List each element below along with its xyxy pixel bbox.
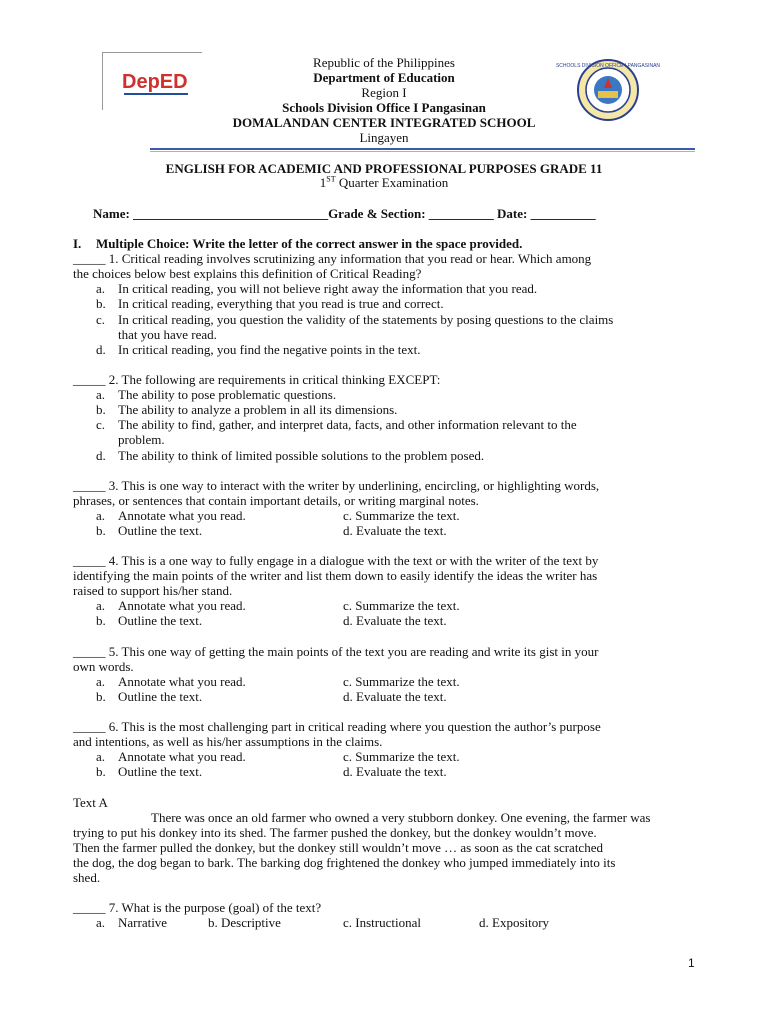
q5-letter-a: a. bbox=[96, 674, 106, 689]
q4-stem-line2: identifying the main points of the writer and list them down to easily identify the ideas the writer has bbox=[73, 568, 598, 583]
q2-option-c-line2: problem. bbox=[118, 432, 165, 447]
q5-option-a: Annotate what you read. bbox=[118, 674, 246, 689]
quarter-suffix: ST bbox=[326, 174, 336, 184]
q1-stem-line1: _____ 1. Critical reading involves scrutinizing any information that you read or hear. Which among bbox=[73, 251, 592, 266]
q7-option-b: b. Descriptive bbox=[208, 915, 281, 930]
deped-logo-text: DepED bbox=[122, 71, 188, 93]
q7-option-c: c. Instructional bbox=[343, 915, 421, 930]
header-division: Schools Division Office I Pangasinan bbox=[282, 100, 486, 115]
q2-letter-c: c. bbox=[96, 417, 106, 432]
division-seal-text: SCHOOLS DIVISION OFFICE I PANGASINAN bbox=[555, 63, 661, 69]
text-a-line2: trying to put his donkey into its shed. The farmer pushed the donkey, but the donkey wouldn’t move. bbox=[73, 825, 597, 840]
exam-quarter bbox=[0, 175, 768, 191]
student-info-line: Name: ______________________________Grade & Section: __________ Date: __________ bbox=[93, 206, 596, 221]
q6-option-c: c. Summarize the text. bbox=[343, 749, 460, 764]
text-a-label: Text A bbox=[73, 795, 108, 810]
q2-letter-d: d. bbox=[96, 448, 106, 463]
q5-stem-line2: own words. bbox=[73, 659, 134, 674]
q3-stem-line1: _____ 3. This is one way to interact with the writer by underlining, encircling, or highlighting words, bbox=[73, 478, 600, 493]
header-school: DOMALANDAN CENTER INTEGRATED SCHOOL bbox=[232, 115, 536, 130]
q2-option-a: The ability to pose problematic questions. bbox=[118, 387, 337, 402]
q1-option-c-line2: that you have read. bbox=[118, 327, 217, 342]
q1-letter-a: a. bbox=[96, 281, 106, 296]
q4-option-d: d. Evaluate the text. bbox=[343, 613, 447, 628]
q2-letter-a: a. bbox=[96, 387, 106, 402]
q3-option-c: c. Summarize the text. bbox=[343, 508, 460, 523]
header-frame-top bbox=[102, 52, 202, 53]
header-town: Lingayen bbox=[359, 130, 409, 145]
q1-option-d: In critical reading, you find the negative points in the text. bbox=[118, 342, 421, 357]
q1-option-c-line1: In critical reading, you question the validity of the statements by posing questions to the claims bbox=[118, 312, 614, 327]
q7-letter-a: a. bbox=[96, 915, 106, 930]
header-divider bbox=[150, 148, 695, 150]
q6-stem-line2: and intentions, as well as his/her assumptions in the claims. bbox=[73, 734, 383, 749]
q5-option-c: c. Summarize the text. bbox=[343, 674, 460, 689]
q6-option-d: d. Evaluate the text. bbox=[343, 764, 447, 779]
header-department: Department of Education bbox=[313, 70, 455, 85]
q7-option-a: Narrative bbox=[118, 915, 168, 930]
q4-option-c: c. Summarize the text. bbox=[343, 598, 460, 613]
text-a-line1: There was once an old farmer who owned a very stubborn donkey. One evening, the farmer was bbox=[151, 810, 651, 825]
q3-letter-b: b. bbox=[96, 523, 106, 538]
q7-option-d: d. Expository bbox=[479, 915, 550, 930]
q2-option-b: The ability to analyze a problem in all its dimensions. bbox=[118, 402, 398, 417]
q6-letter-b: b. bbox=[96, 764, 106, 779]
q4-option-a: Annotate what you read. bbox=[118, 598, 246, 613]
quarter-label: Quarter Examination bbox=[338, 175, 449, 190]
q5-option-b: Outline the text. bbox=[118, 689, 203, 704]
header-divider-shadow bbox=[150, 151, 695, 152]
q4-letter-b: b. bbox=[96, 613, 106, 628]
q1-letter-d: d. bbox=[96, 342, 106, 357]
q5-stem-line1: _____ 5. This one way of getting the main points of the text you are reading and write its gist in your bbox=[73, 644, 599, 659]
q2-option-d: The ability to think of limited possible solutions to the problem posed. bbox=[118, 448, 485, 463]
q3-stem-line2: phrases, or sentences that contain important details, or writing marginal notes. bbox=[73, 493, 479, 508]
section-instructions: Multiple Choice: Write the letter of the correct answer in the space provided. bbox=[96, 236, 523, 251]
q3-option-d: d. Evaluate the text. bbox=[343, 523, 447, 538]
text-a-line3: Then the farmer pulled the donkey, but the donkey still wouldn’t move … as soon as the cat scratched bbox=[73, 840, 603, 855]
q1-letter-c: c. bbox=[96, 312, 106, 327]
q3-option-a: Annotate what you read. bbox=[118, 508, 246, 523]
q1-option-a: In critical reading, you will not believe right away the information that you read. bbox=[118, 281, 538, 296]
q4-letter-a: a. bbox=[96, 598, 106, 613]
q4-option-b: Outline the text. bbox=[118, 613, 203, 628]
q1-stem-line2: the choices below best explains this definition of Critical Reading? bbox=[73, 266, 422, 281]
q4-stem-line1: _____ 4. This is a one way to fully engage in a dialogue with the text or with the writer of the text by bbox=[73, 553, 599, 568]
page-number: 1 bbox=[688, 956, 695, 970]
header-region: Region I bbox=[361, 85, 407, 100]
q6-option-a: Annotate what you read. bbox=[118, 749, 246, 764]
q4-stem-line3: raised to support his/her stand. bbox=[73, 583, 233, 598]
q6-stem-line1: _____ 6. This is the most challenging part in critical reading where you question the author’s purpose bbox=[73, 719, 601, 734]
q5-letter-b: b. bbox=[96, 689, 106, 704]
q6-letter-a: a. bbox=[96, 749, 106, 764]
exam-title: ENGLISH FOR ACADEMIC AND PROFESSIONAL PURPOSES GRADE 11 bbox=[165, 161, 603, 176]
q1-option-b: In critical reading, everything that you read is true and correct. bbox=[118, 296, 444, 311]
q5-option-d: d. Evaluate the text. bbox=[343, 689, 447, 704]
q1-letter-b: b. bbox=[96, 296, 106, 311]
q6-option-b: Outline the text. bbox=[118, 764, 203, 779]
section-number: I. bbox=[73, 236, 82, 251]
text-a-line4: the dog, the dog began to bark. The barking dog frightened the donkey who jumped immediately into its bbox=[73, 855, 616, 870]
q2-option-c-line1: The ability to find, gather, and interpret data, facts, and other information relevant to the bbox=[118, 417, 577, 432]
quarter-number: 1 bbox=[319, 175, 327, 190]
q3-letter-a: a. bbox=[96, 508, 106, 523]
q3-option-b: Outline the text. bbox=[118, 523, 203, 538]
q2-letter-b: b. bbox=[96, 402, 106, 417]
header-republic: Republic of the Philippines bbox=[313, 55, 455, 70]
q7-stem: _____ 7. What is the purpose (goal) of the text? bbox=[73, 900, 322, 915]
q2-stem: _____ 2. The following are requirements in critical thinking EXCEPT: bbox=[73, 372, 441, 387]
text-a-line5: shed. bbox=[73, 870, 101, 885]
